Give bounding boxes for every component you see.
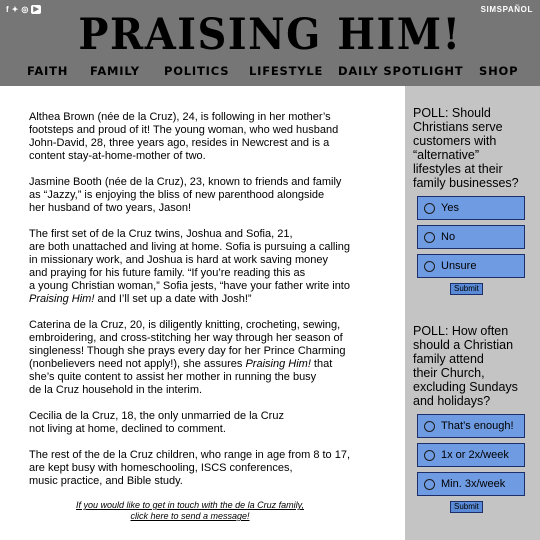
poll-question-line: family attend	[413, 352, 484, 366]
text-line: in missionary work, and Joshua is hard at work saving money	[29, 254, 328, 266]
main-nav	[0, 64, 540, 80]
nav-lifestyle[interactable]: LIFESTYLE	[249, 64, 324, 78]
radio-button[interactable]	[424, 203, 435, 214]
poll-option-yes[interactable]	[417, 196, 525, 220]
poll-option-label: 1x or 2x/week	[441, 449, 509, 461]
poll-serve-customers	[413, 106, 537, 316]
text-line: music practice, and Bible study.	[29, 475, 183, 487]
poll-option-label: Yes	[441, 202, 459, 214]
site-title[interactable]: PRAISING HIM!	[78, 9, 462, 60]
poll-question-line: POLL: How often	[413, 324, 509, 338]
publication-name: Praising Him!	[245, 358, 311, 370]
text-line: are kept busy with homeschooling, ISCS conferences,	[29, 462, 293, 474]
text-line: her husband of two years, Jason!	[29, 202, 192, 214]
poll-submit-button[interactable]: Submit	[450, 283, 483, 295]
nav-shop[interactable]: SHOP	[479, 64, 519, 78]
poll-question-line: POLL: Should	[413, 106, 491, 120]
twitter-icon[interactable]: ✦	[11, 5, 19, 14]
poll-question-line: excluding Sundays	[413, 380, 518, 394]
poll-option-label: That’s enough!	[441, 420, 514, 432]
contact-link-line[interactable]: If you would like to get in touch with the de la Cruz family,	[76, 500, 304, 510]
poll-question-line: family businesses?	[413, 176, 519, 190]
nav-faith[interactable]: FAITH	[27, 64, 69, 78]
instagram-icon[interactable]: ◎	[21, 5, 29, 14]
poll-option-label: Min. 3x/week	[441, 478, 506, 490]
text-line	[29, 293, 389, 306]
text-line: are both unattached and living at home. Sofia is pursuing a calling	[29, 241, 351, 253]
poll-question-line: Christians serve	[413, 120, 503, 134]
paragraph-caterina	[29, 319, 389, 397]
poll-option-label: No	[441, 231, 456, 243]
text-line: de la Cruz household in the interim.	[29, 384, 203, 396]
paragraph-jasmine	[29, 176, 389, 215]
radio-button[interactable]	[424, 421, 435, 432]
poll-question	[413, 106, 537, 190]
text-line	[29, 358, 389, 371]
poll-submit-button[interactable]: Submit	[450, 501, 483, 513]
text-line: and praying for his future family. “If you’re reading this as	[29, 267, 306, 279]
site-header	[0, 0, 540, 86]
text-fragment: and I’ll set up a date with Josh!”	[94, 293, 252, 305]
text-line: singleness! Though she prays every day for her Prince Charming	[29, 345, 346, 357]
poll-question-line: should a Christian	[413, 338, 514, 352]
text-line: Caterina de la Cruz, 20, is diligently knitting, crocheting, sewing,	[29, 319, 341, 331]
poll-question-line: lifestyles at their	[413, 162, 503, 176]
text-line: a young Christian woman,” Sofia jests, “have your father write into	[29, 280, 350, 292]
article-body	[29, 111, 389, 501]
poll-question-line: customers with	[413, 134, 497, 148]
text-line: content stay-at-home-mother of two.	[29, 150, 206, 162]
paragraph-twins	[29, 228, 389, 306]
poll-option-min-3x-week[interactable]	[417, 472, 525, 496]
sidebar	[405, 86, 540, 540]
poll-church-attendance	[413, 324, 537, 534]
poll-question-line: “alternative”	[413, 148, 479, 162]
radio-button[interactable]	[424, 232, 435, 243]
contact-family-link[interactable]	[40, 500, 340, 522]
text-line: John-David, 28, three years ago, resides in Newcrest and is a	[29, 137, 330, 149]
text-line: Althea Brown (née de la Cruz), 24, is following in her mother’s	[29, 111, 331, 123]
text-line: The first set of de la Cruz twins, Joshua and Sofia, 21,	[29, 228, 293, 240]
text-line: Jasmine Booth (née de la Cruz), 23, known to friends and family	[29, 176, 342, 188]
text-line: footsteps and proud of it! The young woman, who wed husband	[29, 124, 339, 136]
poll-question	[413, 324, 537, 408]
text-fragment: (nonbelievers need not apply!), she assures	[29, 358, 246, 370]
poll-question-line: and holidays?	[413, 394, 491, 408]
contact-link-line[interactable]: click here to send a message!	[130, 511, 250, 521]
facebook-icon[interactable]: f	[6, 5, 9, 14]
radio-button[interactable]	[424, 450, 435, 461]
radio-button[interactable]	[424, 479, 435, 490]
poll-question-line: their Church,	[413, 366, 485, 380]
poll-option-thats-enough[interactable]	[417, 414, 525, 438]
text-fragment: that	[310, 358, 333, 370]
youtube-icon[interactable]: ▶	[33, 6, 39, 13]
paragraph-rest	[29, 449, 389, 488]
poll-option-1x-2x-week[interactable]	[417, 443, 525, 467]
paragraph-cecilia	[29, 410, 389, 436]
text-line: she’s quite content to assist her mother in running the busy	[29, 371, 317, 383]
text-line: not living at home, declined to comment.	[29, 423, 226, 435]
paragraph-althea	[29, 111, 389, 163]
poll-option-unsure[interactable]	[417, 254, 525, 278]
nav-daily-spotlight[interactable]: DAILY SPOTLIGHT	[338, 64, 464, 78]
text-line: as “Jazzy,” is enjoying the bliss of new parenthood alongside	[29, 189, 325, 201]
poll-option-no[interactable]	[417, 225, 525, 249]
text-line: The rest of the de la Cruz children, who range in age from 8 to 17,	[29, 449, 351, 461]
nav-politics[interactable]: POLITICS	[164, 64, 230, 78]
poll-option-label: Unsure	[441, 260, 477, 272]
text-line: Cecilia de la Cruz, 18, the only unmarried de la Cruz	[29, 410, 284, 422]
text-line: embroidering, and cross-stitching her way through her season of	[29, 332, 343, 344]
radio-button[interactable]	[424, 261, 435, 272]
nav-family[interactable]: FAMILY	[90, 64, 140, 78]
language-link[interactable]: SIMSPAÑOL	[480, 5, 533, 14]
publication-name: Praising Him!	[29, 293, 95, 305]
